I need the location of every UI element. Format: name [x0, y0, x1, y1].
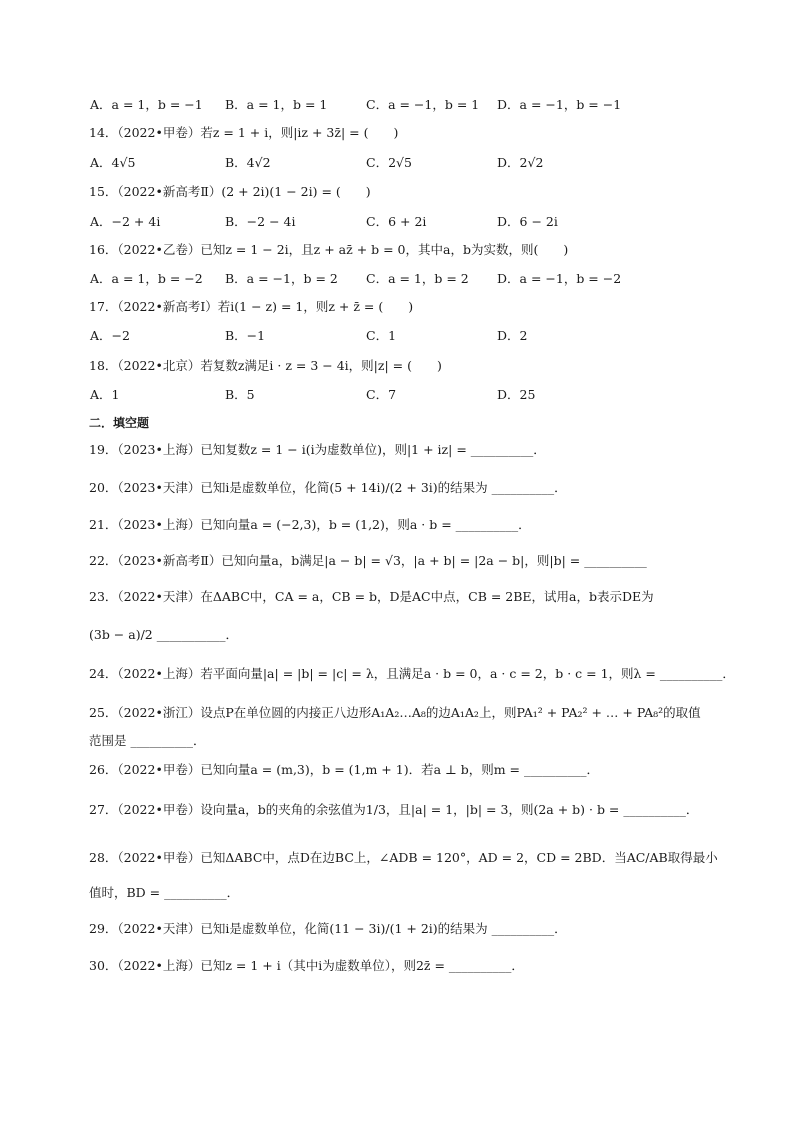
question-23: 23．（2022•天津）在ΔABC中，CA = a，CB = b，D是AC中点，CB = 2BE，试用a，b表示DE为 [89, 589, 654, 604]
q16-option-a: A．a = 1，b = −2 [90, 271, 203, 286]
question-29: 29．（2022•天津）已知i是虚数单位，化简(11 − 3i)/(1 + 2i)的结果为 __________． [89, 921, 567, 936]
question-30: 30．（2022•上海）已知z = 1 + i（其中i为虚数单位），则2z̄ = __________． [89, 958, 524, 973]
question-17: 17．（2022•新高考Ⅰ）若i(1 − z) = 1，则z + z̄ = ( ) [89, 299, 414, 314]
question-27: 27．（2022•甲卷）设向量a，b的夹角的余弦值为1/3，且|a| = 1，|b| = 3，则(2a + b) · b = __________． [89, 802, 699, 817]
question-22: 22．（2023•新高考Ⅱ）已知向量a，b满足|a − b| = √3，|a + b| = |2a − b|，则|b| = __________ [89, 553, 647, 568]
question-23-answer-line: (3b − a)/2 ___________． [89, 627, 238, 642]
q18-option-c: C．7 [366, 387, 397, 402]
q16-option-c: C．a = 1，b = 2 [366, 271, 469, 286]
q17-option-a: A．−2 [90, 328, 130, 343]
question-28: 28．（2022•甲卷）已知ΔABC中，点D在边BC上，∠ADB = 120°，AD = 2，CD = 2BD．当AC/AB取得最小 [89, 850, 718, 865]
q14-option-c: C．2√5 [366, 155, 412, 170]
question-24: 24．（2022•上海）若平面向量|a| = |b| = |c| = λ，且满足a · b = 0，a · c = 2，b · c = 1，则λ = __________． [89, 666, 735, 681]
q13-option-d: D．a = −1，b = −1 [497, 97, 622, 112]
q14-option-a: A．4√5 [90, 155, 136, 170]
q18-option-a: A．1 [90, 387, 120, 402]
q13-option-a: A．a = 1，b = −1 [90, 97, 203, 112]
q13-option-c: C．a = −1，b = 1 [366, 97, 480, 112]
q15-option-c: C．6 + 2i [366, 214, 427, 229]
question-15: 15．（2022•新高考Ⅱ）(2 + 2i)(1 − 2i) = ( ) [89, 184, 371, 199]
question-16: 16．（2022•乙卷）已知z = 1 − 2i，且z + az̄ + b = 0，其中a，b为实数，则( ) [89, 242, 569, 257]
question-14: 14．（2022•甲卷）若z = 1 + i，则|iz + 3z̄| = ( ) [89, 125, 399, 140]
q15-option-d: D．6 − 2i [497, 214, 558, 229]
q17-option-b: B．−1 [225, 328, 266, 343]
q15-option-a: A．−2 + 4i [90, 214, 161, 229]
section-title: 二．填空题 [89, 416, 150, 430]
question-18: 18．（2022•北京）若复数z满足i · z = 3 − 4i，则|z| = ( ) [89, 358, 442, 373]
question-25-cont: 范围是 __________． [89, 733, 206, 748]
q17-option-c: C．1 [366, 328, 397, 343]
q18-option-d: D．25 [497, 387, 536, 402]
q16-option-d: D．a = −1，b = −2 [497, 271, 622, 286]
q14-option-d: D．2√2 [497, 155, 544, 170]
q16-option-b: B．a = −1，b = 2 [225, 271, 338, 286]
question-28-cont: 值时，BD = __________． [89, 885, 240, 900]
question-25: 25．（2022•浙江）设点P在单位圆的内接正八边形A₁A₂…A₈的边A₁A₂上，则PA₁² + PA₂² + … + PA₈²的取值 [89, 705, 701, 720]
q13-option-b: B．a = 1，b = 1 [225, 97, 328, 112]
question-21: 21．（2023•上海）已知向量a = (−2,3)，b = (1,2)，则a · b = __________． [89, 517, 531, 532]
question-26: 26．（2022•甲卷）已知向量a = (m,3)，b = (1,m + 1)．若a ⊥ b，则m = __________． [89, 762, 600, 777]
q18-option-b: B．5 [225, 387, 255, 402]
q15-option-b: B．−2 − 4i [225, 214, 296, 229]
q17-option-d: D．2 [497, 328, 528, 343]
q14-option-b: B．4√2 [225, 155, 271, 170]
question-19: 19．（2023•上海）已知复数z = 1 − i(i为虚数单位)，则|1 + iz| = __________． [89, 442, 546, 457]
question-20: 20．（2023•天津）已知i是虚数单位，化简(5 + 14i)/(2 + 3i)的结果为 __________． [89, 480, 567, 495]
